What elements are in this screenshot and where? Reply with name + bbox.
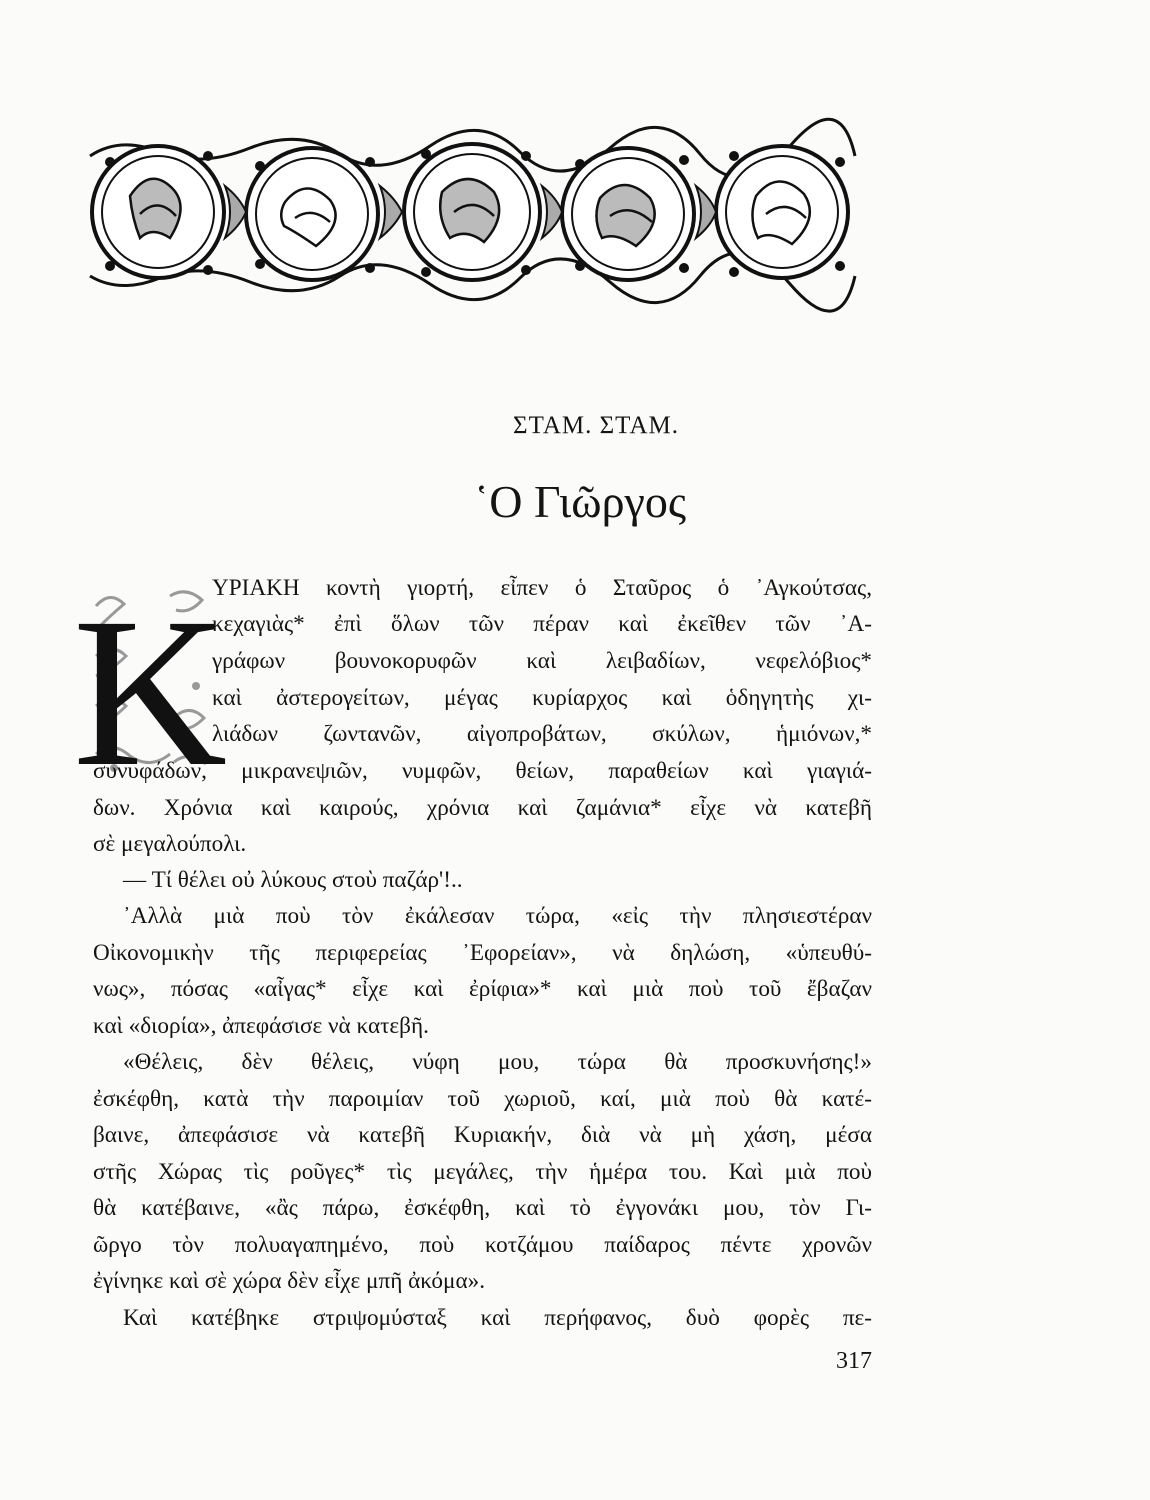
body-line: καὶ ἀστερογείτων, μέγας κυρίαρχος καὶ ὁδηγητὴς χι-: [212, 685, 872, 711]
body-line: ᾿Αλλὰ μιὰ ποὺ τὸν ἐκάλεσαν τώρα, «εἰς τὴν πλησιεστέραν: [123, 903, 872, 929]
story-title: ῾Ο Γιῶργος: [473, 476, 687, 527]
body-line: θὰ κατέβαινε, «ἂς πάρω, ἐσκέφθη, καὶ τὸ ἐγγονάκι μου, τὸν Γι-: [93, 1195, 872, 1221]
body-line: στῆς Χώρας τὶς ροῦγες* τὶς μεγάλες, τὴν ἡμέρα του. Καὶ μιὰ ποὺ: [93, 1159, 872, 1185]
body-line: λιάδων ζωντανῶν, αἰγοπροβάτων, σκύλων, ἡμιόνων,*: [212, 721, 872, 747]
body-line: ῶργο τὸν πολυαγαπημένο, ποὺ κοτζάμου παίδαρος πέντε χρονῶν: [93, 1232, 872, 1258]
body-line: καὶ «διορία», ἀπεφάσισε νὰ κατεβῆ.: [93, 1013, 429, 1039]
body-line: «Θέλεις, δὲν θέλεις, νύφη μου, τώρα θὰ προσκυνήσης!»: [123, 1049, 872, 1075]
page-number: 317: [836, 1348, 872, 1374]
body-line: ἐγίνηκε καὶ σὲ χώρα δὲν εἶχε μπῆ ἀκόμα».: [93, 1268, 486, 1294]
body-line: νως», πόσας «αἶγας* εἶχε καὶ ἐρίφια»* καὶ μιὰ ποὺ τοῦ ἔβαζαν: [93, 976, 872, 1002]
body-line: γράφων βουνοκορυφῶν καὶ λειβαδίων, νεφελόβιος*: [212, 648, 872, 674]
dialogue-line: — Τί θέλει οὐ λύκους στοὺ παζάρ'!..: [123, 867, 463, 893]
ornamental-drop-cap-icon: [72, 574, 228, 811]
floral-scroll-border-ornament-icon: [80, 126, 864, 298]
body-line: κεχαγιὰς* ἐπὶ ὅλων τῶν πέραν καὶ ἐκεῖθεν τῶν ᾿Α-: [212, 611, 872, 637]
body-line: σὲ μεγαλούπολι.: [93, 831, 247, 857]
author-heading: ΣΤΑΜ. ΣΤΑΜ.: [513, 412, 679, 439]
body-line: Οἰκονομικὴν τῆς περιφερείας ᾿Εφορείαν», νὰ δηλώση, «ὑπευθύ-: [93, 940, 872, 966]
body-line: ἐσκέφθη, κατὰ τὴν παροιμίαν τοῦ χωριοῦ, καί, μιὰ ποὺ θὰ κατέ-: [93, 1086, 872, 1112]
body-line: ΥΡΙΑΚΗ κοντὴ γιορτή, εἶπεν ὁ Σταῦρος ὁ ᾿Αγκούτσας,: [212, 575, 872, 601]
drop-cap-letter: Κ: [72, 574, 228, 811]
body-line: συνυφάδων, μικρανεψιῶν, νυμφῶν, θείων, παραθείων καὶ γιαγιά-: [93, 758, 872, 784]
body-line: βαινε, ἀπεφάσισε νὰ κατεβῆ Κυριακήν, διὰ νὰ μὴ χάση, μέσα: [93, 1122, 872, 1148]
body-line: δων. Χρόνια καὶ καιρούς, χρόνια καὶ ζαμάνια* εἶχε νὰ κατεβῆ: [93, 795, 872, 821]
body-line: Καὶ κατέβηκε στριψομύσταξ καὶ περήφανος, δυὸ φορὲς πε-: [123, 1305, 872, 1331]
